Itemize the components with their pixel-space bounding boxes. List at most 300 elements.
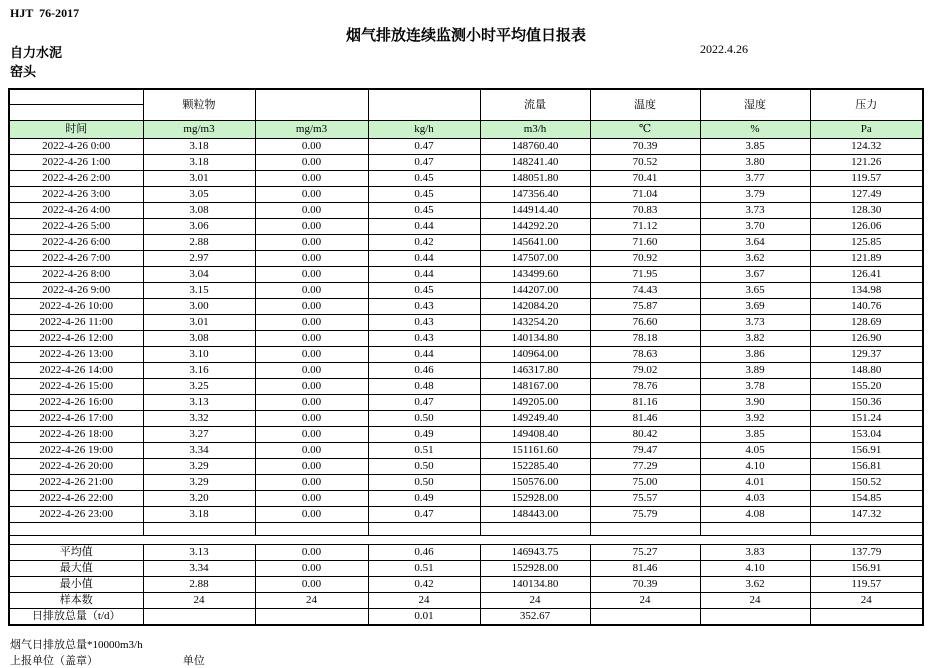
value-cell: 3.65 bbox=[700, 283, 810, 299]
value-cell: 0.44 bbox=[368, 219, 480, 235]
value-cell: 70.41 bbox=[590, 171, 700, 187]
gap-cell bbox=[480, 536, 590, 545]
value-cell: 149205.00 bbox=[480, 395, 590, 411]
unit-header-row bbox=[9, 121, 923, 139]
value-cell: 147.32 bbox=[810, 507, 923, 523]
table-row bbox=[9, 139, 923, 155]
value-cell: 149249.40 bbox=[480, 411, 590, 427]
value-cell: 0.00 bbox=[255, 491, 368, 507]
summary-value-cell: 81.46 bbox=[590, 561, 700, 577]
value-cell: 125.85 bbox=[810, 235, 923, 251]
value-cell: 147356.40 bbox=[480, 187, 590, 203]
time-cell: 2022-4-26 6:00 bbox=[9, 235, 143, 251]
table-row bbox=[9, 187, 923, 203]
summary-value-cell: 24 bbox=[700, 593, 810, 609]
value-cell: 0.00 bbox=[255, 299, 368, 315]
summary-value-cell: 3.34 bbox=[143, 561, 255, 577]
time-cell: 2022-4-26 17:00 bbox=[9, 411, 143, 427]
table-row bbox=[9, 427, 923, 443]
summary-value-cell: 24 bbox=[368, 593, 480, 609]
table-row bbox=[9, 219, 923, 235]
value-cell: 79.47 bbox=[590, 443, 700, 459]
summary-value-cell: 3.83 bbox=[700, 545, 810, 561]
value-cell: 0.00 bbox=[255, 411, 368, 427]
value-cell: 148167.00 bbox=[480, 379, 590, 395]
value-cell: 3.25 bbox=[143, 379, 255, 395]
time-cell: 2022-4-26 3:00 bbox=[9, 187, 143, 203]
value-cell: 3.70 bbox=[700, 219, 810, 235]
group-header-cell: 压力 bbox=[810, 89, 923, 121]
table-row bbox=[9, 347, 923, 363]
unit-header-cell: kg/h bbox=[368, 121, 480, 139]
value-cell: 148.80 bbox=[810, 363, 923, 379]
value-cell: 75.57 bbox=[590, 491, 700, 507]
value-cell: 0.49 bbox=[368, 427, 480, 443]
time-cell: 2022-4-26 5:00 bbox=[9, 219, 143, 235]
value-cell: 0.00 bbox=[255, 251, 368, 267]
summary-value-cell: 137.79 bbox=[810, 545, 923, 561]
unit-label: 单位 bbox=[182, 655, 205, 667]
value-cell: 156.91 bbox=[810, 443, 923, 459]
value-cell: 0.44 bbox=[368, 251, 480, 267]
time-cell: 2022-4-26 18:00 bbox=[9, 427, 143, 443]
value-cell: 0.44 bbox=[368, 267, 480, 283]
value-cell: 144207.00 bbox=[480, 283, 590, 299]
value-cell: 0.51 bbox=[368, 443, 480, 459]
group-header-cell: 湿度 bbox=[700, 89, 810, 121]
value-cell: 148760.40 bbox=[480, 139, 590, 155]
value-cell: 2.88 bbox=[143, 235, 255, 251]
table-row bbox=[9, 171, 923, 187]
value-cell: 3.27 bbox=[143, 427, 255, 443]
value-cell: 3.89 bbox=[700, 363, 810, 379]
empty-cell bbox=[143, 523, 255, 536]
value-cell: 71.12 bbox=[590, 219, 700, 235]
table-row bbox=[9, 315, 923, 331]
value-cell: 0.00 bbox=[255, 283, 368, 299]
value-cell: 0.45 bbox=[368, 203, 480, 219]
value-cell: 124.32 bbox=[810, 139, 923, 155]
value-cell: 3.82 bbox=[700, 331, 810, 347]
summary-row bbox=[9, 609, 923, 625]
summary-value-cell: 3.13 bbox=[143, 545, 255, 561]
time-cell: 2022-4-26 19:00 bbox=[9, 443, 143, 459]
value-cell: 126.90 bbox=[810, 331, 923, 347]
value-cell: 140.76 bbox=[810, 299, 923, 315]
value-cell: 3.29 bbox=[143, 459, 255, 475]
value-cell: 142084.20 bbox=[480, 299, 590, 315]
value-cell: 3.62 bbox=[700, 251, 810, 267]
value-cell: 0.00 bbox=[255, 315, 368, 331]
value-cell: 126.41 bbox=[810, 267, 923, 283]
value-cell: 121.89 bbox=[810, 251, 923, 267]
gap-cell bbox=[810, 536, 923, 545]
time-cell: 2022-4-26 22:00 bbox=[9, 491, 143, 507]
time-cell: 2022-4-26 0:00 bbox=[9, 139, 143, 155]
value-cell: 3.86 bbox=[700, 347, 810, 363]
company-name: 自力水泥 bbox=[10, 45, 63, 60]
value-cell: 0.00 bbox=[255, 379, 368, 395]
value-cell: 3.29 bbox=[143, 475, 255, 491]
value-cell: 0.43 bbox=[368, 315, 480, 331]
value-cell: 144914.40 bbox=[480, 203, 590, 219]
value-cell: 151161.60 bbox=[480, 443, 590, 459]
summary-value-cell: 140134.80 bbox=[480, 577, 590, 593]
value-cell: 3.34 bbox=[143, 443, 255, 459]
unit-header-cell: mg/m3 bbox=[143, 121, 255, 139]
value-cell: 3.16 bbox=[143, 363, 255, 379]
value-cell: 4.10 bbox=[700, 459, 810, 475]
summary-value-cell: 4.10 bbox=[700, 561, 810, 577]
value-cell: 0.47 bbox=[368, 395, 480, 411]
value-cell: 70.92 bbox=[590, 251, 700, 267]
summary-value-cell: 156.91 bbox=[810, 561, 923, 577]
gap-cell bbox=[590, 536, 700, 545]
summary-value-cell: 0.00 bbox=[255, 545, 368, 561]
value-cell: 3.73 bbox=[700, 203, 810, 219]
table-row bbox=[9, 267, 923, 283]
value-cell: 143254.20 bbox=[480, 315, 590, 331]
time-cell: 2022-4-26 4:00 bbox=[9, 203, 143, 219]
table-row bbox=[9, 459, 923, 475]
value-cell: 3.80 bbox=[700, 155, 810, 171]
group-header-cell bbox=[255, 89, 368, 121]
summary-label-cell: 最大值 bbox=[9, 561, 143, 577]
value-cell: 154.85 bbox=[810, 491, 923, 507]
summary-value-cell: 0.46 bbox=[368, 545, 480, 561]
unit-header-cell: % bbox=[700, 121, 810, 139]
monitoring-table bbox=[8, 88, 924, 626]
value-cell: 155.20 bbox=[810, 379, 923, 395]
summary-label-cell: 最小值 bbox=[9, 577, 143, 593]
value-cell: 0.00 bbox=[255, 203, 368, 219]
value-cell: 78.76 bbox=[590, 379, 700, 395]
value-cell: 0.47 bbox=[368, 155, 480, 171]
group-header-cell: 温度 bbox=[590, 89, 700, 121]
value-cell: 70.52 bbox=[590, 155, 700, 171]
time-cell: 2022-4-26 15:00 bbox=[9, 379, 143, 395]
summary-label-cell: 日排放总量（t/d） bbox=[9, 609, 143, 625]
summary-value-cell: 75.27 bbox=[590, 545, 700, 561]
value-cell: 156.81 bbox=[810, 459, 923, 475]
value-cell: 148051.80 bbox=[480, 171, 590, 187]
standard-reference: HJT 76-2017 bbox=[10, 6, 80, 20]
value-cell: 75.00 bbox=[590, 475, 700, 491]
value-cell: 4.03 bbox=[700, 491, 810, 507]
value-cell: 3.92 bbox=[700, 411, 810, 427]
value-cell: 128.30 bbox=[810, 203, 923, 219]
value-cell: 0.00 bbox=[255, 459, 368, 475]
table-row bbox=[9, 251, 923, 267]
table-row bbox=[9, 331, 923, 347]
value-cell: 148241.40 bbox=[480, 155, 590, 171]
value-cell: 152928.00 bbox=[480, 491, 590, 507]
flow-total-unit-note: 烟气日排放总量*10000m3/h bbox=[10, 639, 143, 651]
reporting-unit-label: 上报单位（盖章） bbox=[10, 655, 98, 667]
empty-cell bbox=[480, 523, 590, 536]
value-cell: 150.36 bbox=[810, 395, 923, 411]
value-cell: 0.48 bbox=[368, 379, 480, 395]
value-cell: 0.00 bbox=[255, 347, 368, 363]
value-cell: 3.78 bbox=[700, 379, 810, 395]
summary-value-cell: 2.88 bbox=[143, 577, 255, 593]
value-cell: 0.00 bbox=[255, 475, 368, 491]
value-cell: 0.00 bbox=[255, 155, 368, 171]
value-cell: 3.01 bbox=[143, 315, 255, 331]
value-cell: 0.46 bbox=[368, 363, 480, 379]
value-cell: 3.01 bbox=[143, 171, 255, 187]
value-cell: 0.00 bbox=[255, 363, 368, 379]
group-header-cell: 流量 bbox=[480, 89, 590, 121]
value-cell: 4.01 bbox=[700, 475, 810, 491]
value-cell: 3.06 bbox=[143, 219, 255, 235]
report-title: 烟气排放连续监测小时平均值日报表 bbox=[345, 28, 586, 44]
unit-header-cell: Pa bbox=[810, 121, 923, 139]
monitoring-point-name: 窑头 bbox=[10, 64, 37, 79]
time-cell: 2022-4-26 23:00 bbox=[9, 507, 143, 523]
table-row bbox=[9, 299, 923, 315]
value-cell: 140964.00 bbox=[480, 347, 590, 363]
value-cell: 3.32 bbox=[143, 411, 255, 427]
value-cell: 146317.80 bbox=[480, 363, 590, 379]
value-cell: 77.29 bbox=[590, 459, 700, 475]
summary-value-cell: 0.01 bbox=[368, 609, 480, 625]
summary-row bbox=[9, 593, 923, 609]
summary-value-cell: 119.57 bbox=[810, 577, 923, 593]
value-cell: 71.04 bbox=[590, 187, 700, 203]
summary-value-cell bbox=[810, 609, 923, 625]
unit-header-cell: mg/m3 bbox=[255, 121, 368, 139]
gap-cell bbox=[368, 536, 480, 545]
value-cell: 3.15 bbox=[143, 283, 255, 299]
time-cell: 2022-4-26 14:00 bbox=[9, 363, 143, 379]
value-cell: 0.45 bbox=[368, 283, 480, 299]
report-date: 2022.4.26 bbox=[700, 42, 748, 56]
summary-value-cell: 3.62 bbox=[700, 577, 810, 593]
summary-row bbox=[9, 561, 923, 577]
value-cell: 0.00 bbox=[255, 139, 368, 155]
summary-value-cell: 0.42 bbox=[368, 577, 480, 593]
value-cell: 0.00 bbox=[255, 427, 368, 443]
table-row bbox=[9, 491, 923, 507]
gap-cell bbox=[255, 536, 368, 545]
empty-cell bbox=[255, 523, 368, 536]
summary-row bbox=[9, 577, 923, 593]
empty-cell bbox=[700, 523, 810, 536]
value-cell: 79.02 bbox=[590, 363, 700, 379]
time-cell: 2022-4-26 16:00 bbox=[9, 395, 143, 411]
summary-value-cell: 152928.00 bbox=[480, 561, 590, 577]
summary-value-cell: 70.39 bbox=[590, 577, 700, 593]
value-cell: 4.08 bbox=[700, 507, 810, 523]
value-cell: 0.43 bbox=[368, 331, 480, 347]
value-cell: 0.00 bbox=[255, 219, 368, 235]
time-cell: 2022-4-26 7:00 bbox=[9, 251, 143, 267]
summary-value-cell: 146943.75 bbox=[480, 545, 590, 561]
value-cell: 0.43 bbox=[368, 299, 480, 315]
value-cell: 126.06 bbox=[810, 219, 923, 235]
empty-row bbox=[9, 523, 923, 536]
value-cell: 143499.60 bbox=[480, 267, 590, 283]
value-cell: 3.10 bbox=[143, 347, 255, 363]
value-cell: 71.95 bbox=[590, 267, 700, 283]
summary-value-cell: 24 bbox=[810, 593, 923, 609]
time-cell: 2022-4-26 20:00 bbox=[9, 459, 143, 475]
value-cell: 0.00 bbox=[255, 187, 368, 203]
value-cell: 3.04 bbox=[143, 267, 255, 283]
value-cell: 0.00 bbox=[255, 267, 368, 283]
summary-value-cell: 0.00 bbox=[255, 561, 368, 577]
value-cell: 3.13 bbox=[143, 395, 255, 411]
table-row bbox=[9, 203, 923, 219]
gap-cell bbox=[9, 536, 143, 545]
summary-value-cell: 352.67 bbox=[480, 609, 590, 625]
table-row bbox=[9, 395, 923, 411]
table-row bbox=[9, 235, 923, 251]
value-cell: 0.50 bbox=[368, 475, 480, 491]
group-header-cell bbox=[368, 89, 480, 121]
value-cell: 3.85 bbox=[700, 427, 810, 443]
unit-header-cell: m3/h bbox=[480, 121, 590, 139]
value-cell: 147507.00 bbox=[480, 251, 590, 267]
value-cell: 71.60 bbox=[590, 235, 700, 251]
value-cell: 151.24 bbox=[810, 411, 923, 427]
summary-row bbox=[9, 545, 923, 561]
value-cell: 0.00 bbox=[255, 443, 368, 459]
table-row bbox=[9, 363, 923, 379]
value-cell: 3.18 bbox=[143, 507, 255, 523]
table-row bbox=[9, 379, 923, 395]
value-cell: 0.47 bbox=[368, 139, 480, 155]
value-cell: 153.04 bbox=[810, 427, 923, 443]
value-cell: 3.08 bbox=[143, 331, 255, 347]
value-cell: 76.60 bbox=[590, 315, 700, 331]
value-cell: 3.64 bbox=[700, 235, 810, 251]
value-cell: 0.00 bbox=[255, 395, 368, 411]
value-cell: 3.18 bbox=[143, 139, 255, 155]
gap-cell bbox=[700, 536, 810, 545]
value-cell: 129.37 bbox=[810, 347, 923, 363]
value-cell: 75.87 bbox=[590, 299, 700, 315]
value-cell: 2.97 bbox=[143, 251, 255, 267]
value-cell: 3.67 bbox=[700, 267, 810, 283]
value-cell: 0.42 bbox=[368, 235, 480, 251]
value-cell: 0.45 bbox=[368, 171, 480, 187]
summary-value-cell: 24 bbox=[590, 593, 700, 609]
value-cell: 74.43 bbox=[590, 283, 700, 299]
value-cell: 149408.40 bbox=[480, 427, 590, 443]
value-cell: 75.79 bbox=[590, 507, 700, 523]
value-cell: 78.18 bbox=[590, 331, 700, 347]
empty-cell bbox=[9, 523, 143, 536]
value-cell: 134.98 bbox=[810, 283, 923, 299]
time-cell: 2022-4-26 8:00 bbox=[9, 267, 143, 283]
value-cell: 70.83 bbox=[590, 203, 700, 219]
empty-cell bbox=[590, 523, 700, 536]
group-header-cell: 颗粒物 bbox=[143, 89, 255, 121]
value-cell: 0.00 bbox=[255, 507, 368, 523]
value-cell: 3.85 bbox=[700, 139, 810, 155]
time-cell: 2022-4-26 1:00 bbox=[9, 155, 143, 171]
value-cell: 3.08 bbox=[143, 203, 255, 219]
summary-label-cell: 样本数 bbox=[9, 593, 143, 609]
corner-split-cell bbox=[9, 89, 143, 121]
time-header-cell: 时间 bbox=[9, 121, 143, 139]
table-row bbox=[9, 475, 923, 491]
value-cell: 140134.80 bbox=[480, 331, 590, 347]
summary-value-cell bbox=[255, 609, 368, 625]
value-cell: 121.26 bbox=[810, 155, 923, 171]
gap-row bbox=[9, 536, 923, 545]
table-row bbox=[9, 411, 923, 427]
time-cell: 2022-4-26 12:00 bbox=[9, 331, 143, 347]
value-cell: 119.57 bbox=[810, 171, 923, 187]
value-cell: 3.73 bbox=[700, 315, 810, 331]
summary-value-cell bbox=[143, 609, 255, 625]
value-cell: 150576.00 bbox=[480, 475, 590, 491]
time-cell: 2022-4-26 2:00 bbox=[9, 171, 143, 187]
gap-cell bbox=[143, 536, 255, 545]
summary-value-cell: 24 bbox=[255, 593, 368, 609]
value-cell: 70.39 bbox=[590, 139, 700, 155]
summary-value-cell: 24 bbox=[143, 593, 255, 609]
value-cell: 0.45 bbox=[368, 187, 480, 203]
value-cell: 3.90 bbox=[700, 395, 810, 411]
value-cell: 3.79 bbox=[700, 187, 810, 203]
value-cell: 81.16 bbox=[590, 395, 700, 411]
value-cell: 150.52 bbox=[810, 475, 923, 491]
value-cell: 0.00 bbox=[255, 171, 368, 187]
footer-line bbox=[10, 652, 205, 668]
value-cell: 80.42 bbox=[590, 427, 700, 443]
time-cell: 2022-4-26 21:00 bbox=[9, 475, 143, 491]
value-cell: 145641.00 bbox=[480, 235, 590, 251]
table-row bbox=[9, 283, 923, 299]
summary-value-cell: 0.51 bbox=[368, 561, 480, 577]
value-cell: 3.00 bbox=[143, 299, 255, 315]
value-cell: 3.77 bbox=[700, 171, 810, 187]
value-cell: 0.47 bbox=[368, 507, 480, 523]
summary-value-cell bbox=[700, 609, 810, 625]
time-cell: 2022-4-26 10:00 bbox=[9, 299, 143, 315]
table-row bbox=[9, 155, 923, 171]
time-cell: 2022-4-26 9:00 bbox=[9, 283, 143, 299]
value-cell: 144292.20 bbox=[480, 219, 590, 235]
value-cell: 0.44 bbox=[368, 347, 480, 363]
value-cell: 0.50 bbox=[368, 411, 480, 427]
time-cell: 2022-4-26 11:00 bbox=[9, 315, 143, 331]
value-cell: 128.69 bbox=[810, 315, 923, 331]
group-header-row bbox=[9, 89, 923, 121]
value-cell: 3.05 bbox=[143, 187, 255, 203]
summary-value-cell: 24 bbox=[480, 593, 590, 609]
summary-value-cell bbox=[590, 609, 700, 625]
value-cell: 0.00 bbox=[255, 331, 368, 347]
empty-cell bbox=[368, 523, 480, 536]
empty-cell bbox=[810, 523, 923, 536]
value-cell: 3.18 bbox=[143, 155, 255, 171]
value-cell: 152285.40 bbox=[480, 459, 590, 475]
table-row bbox=[9, 507, 923, 523]
time-cell: 2022-4-26 13:00 bbox=[9, 347, 143, 363]
value-cell: 127.49 bbox=[810, 187, 923, 203]
table-row bbox=[9, 443, 923, 459]
value-cell: 0.00 bbox=[255, 235, 368, 251]
value-cell: 3.69 bbox=[700, 299, 810, 315]
value-cell: 3.20 bbox=[143, 491, 255, 507]
value-cell: 148443.00 bbox=[480, 507, 590, 523]
value-cell: 4.05 bbox=[700, 443, 810, 459]
